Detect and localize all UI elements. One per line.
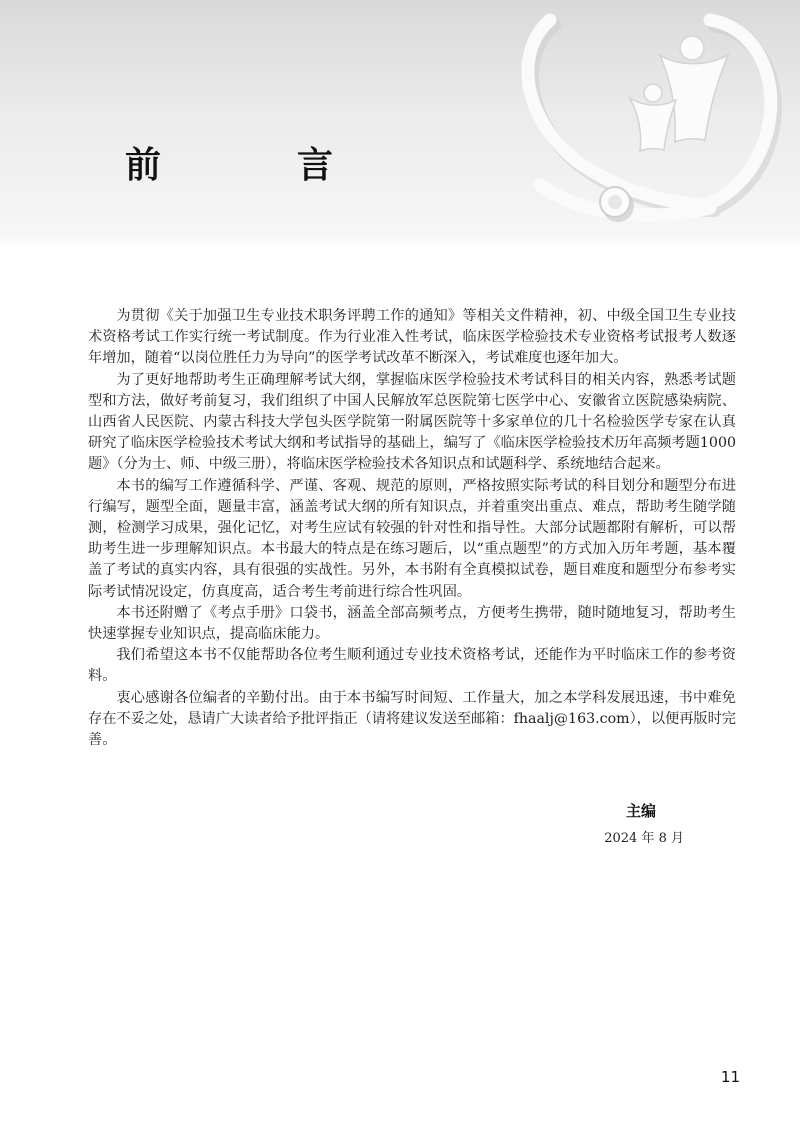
header-fade	[0, 236, 800, 250]
paragraph: 为了更好地帮助考生正确理解考试大纲，掌握临床医学检验技术考试科目的相关内容，熟悉考试题型和方法，做好考前复习，我们组织了中国人民解放军总医院第七医学中心、安徽省立医院感染病院、山西省人民医院、内蒙古科技大学包头医学院第一附属医院等十多家单位的几十名检验医学专家在认真研究了临床医学检验技术考试大纲和考试指导的基础上，编写了《临床医学检验技术历年高频考题1000题》（分为士、师、中级三册），将临床医学检验技术各知识点和试题科学、系统地结合起来。	[88, 371, 736, 473]
paragraph: 为贯彻《关于加强卫生专业技术职务评聘工作的通知》等相关文件精神，初、中级全国卫生专业技术资格考试工作实行统一考试制度。作为行业准入性考试，临床医学检验技术专业资格考试报考人数逐年增加，随着“以岗位胜任力为导向”的医学考试改革不断深入，考试难度也逐年加大。	[88, 308, 736, 367]
page-title: 前 言	[125, 145, 384, 186]
date-label: 2024 年 8 月	[604, 831, 684, 846]
stethoscope-heart-figures-logo	[480, 0, 800, 248]
preface-body	[88, 306, 736, 751]
editor-label: 主编	[625, 802, 656, 820]
paragraph: 本书还附赠了《考点手册》口袋书，涵盖全部高频考点，方便考生携带，随时随地复习，帮助考生快速掌握专业知识点，提高临床能力。	[88, 604, 736, 643]
paragraph: 我们希望这本书不仅能帮助各位考生顺利通过专业技术资格考试，还能作为平时临床工作的参考资料。	[88, 647, 736, 685]
signature-block	[604, 800, 684, 846]
page-number: 11	[720, 1068, 740, 1086]
paragraph: 本书的编写工作遵循科学、严谨、客观、规范的原则，严格按照实际考试的科目划分和题型分布进行编写，题型全面，题量丰富，涵盖考试大纲的所有知识点，并着重突出重点、难点，帮助考生随学随测，检测学习成果，强化记忆，对考生应试有较强的针对性和指导性。大部分试题都附有解析，可以帮助考生进一步理解知识点。本书最大的特点是在练习题后，以“重点题型”的方式加入历年考题，基本覆盖了考试的真实内容，具有很强的实战性。另外，本书附有全真模拟试卷，题目难度和题型分布参考实际考试情况设定，仿真度高，适合考生考前进行综合性巩固。	[88, 477, 736, 600]
paragraph: 衷心感谢各位编者的辛勤付出。由于本书编写时间短、工作量大，加之本学科发展迅速，书中难免存在不妥之处，恳请广大读者给予批评指正（请将建议发送至邮箱：fhaalj@163.com），以便再版时完善。	[88, 689, 736, 749]
